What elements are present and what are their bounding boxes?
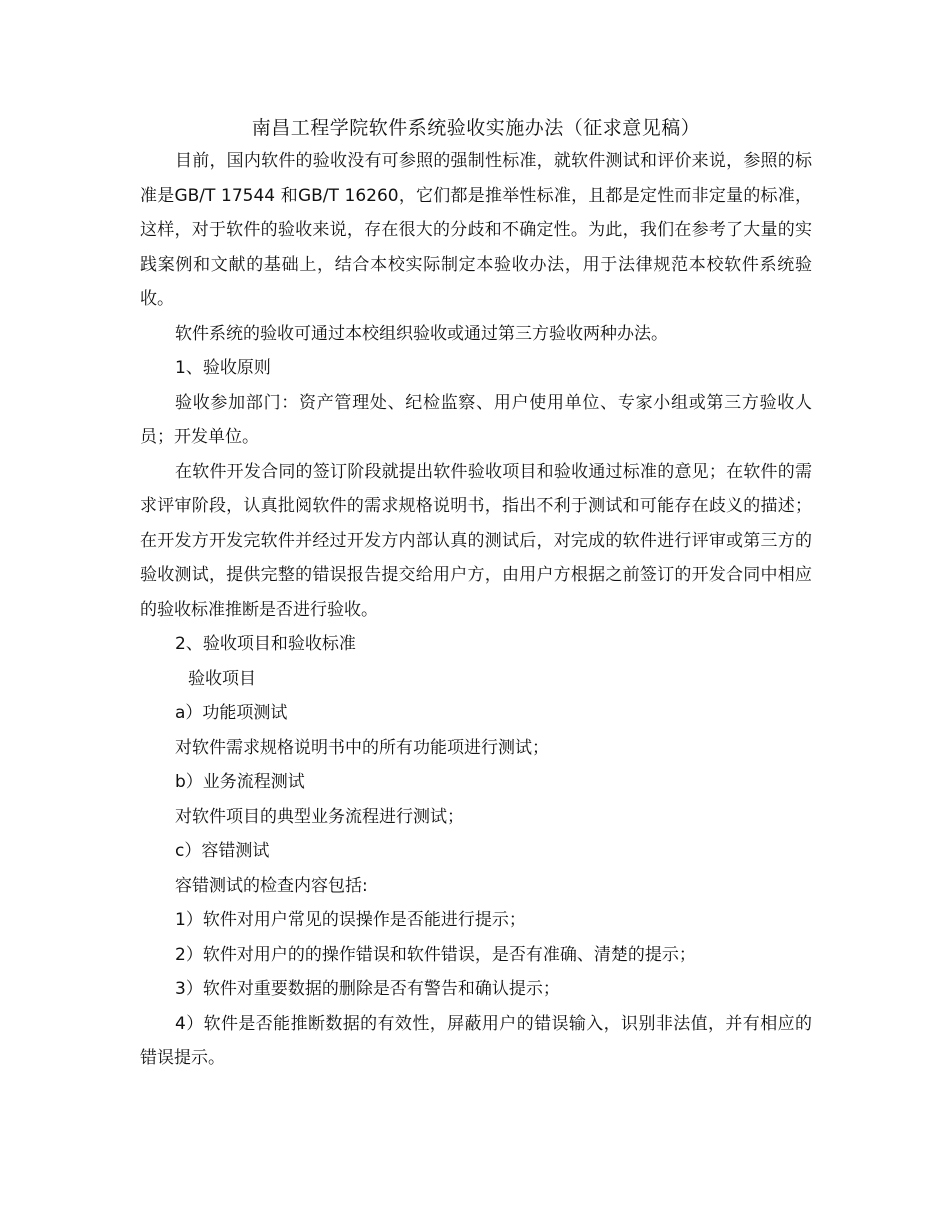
section-2-heading: 2、验收项目和验收标准 (175, 634, 356, 654)
item-c-description: 容错测试的检查内容包括: (175, 875, 368, 896)
item-a-title: a）功能项测试 (175, 703, 288, 723)
principle-paragraph: 在软件开发合同的签订阶段就提出软件验收项目和验收通过标准的意见；在软件的需求评审阶段，认真批阅软件的需求规格说明书，指出不利于测试和可能存在歧义的描述；在开发方开发完软件并经过开发方内部认真的测试后，对完成的软件进行评审或第三方的验收测试，提供完整的错误报告提交给用户方，由用户方根据之前签订的开发合同中相应的验收标准推断是否进行验收。 (140, 461, 812, 620)
intro-paragraph: 目前，国内软件的验收没有可参照的强制性标准，就软件测试和评价来说，参照的标准是GB/T 17544 和GB/T 16260，它们都是推举性标准，且都是定性而非定量的标准，这样，对于软件的验收来说，存在很大的分歧和不确定性。为此，我们在参考了大量的实践案例和文献的基础上，结合本校实际制定本验收办法，用于法律规范本校软件系统验收。 (140, 151, 812, 309)
methods-paragraph: 软件系统的验收可通过本校组织验收或通过第三方验收两种办法。 (175, 323, 668, 344)
item-b-title: b）业务流程测试 (175, 772, 305, 792)
participants-paragraph: 验收参加部门：资产管理处、纪检监察、用户使用单位、专家小组或第三方验收人员；开发单位。 (140, 392, 812, 447)
items-heading: 验收项目 (188, 668, 256, 689)
check-item-2: 2）软件对用户的的操作错误和软件错误，是否有准确、清楚的提示； (175, 944, 696, 965)
check-item-3: 3）软件对重要数据的删除是否有警告和确认提示； (175, 979, 560, 999)
check-item-1: 1）软件对用户常见的误操作是否能进行提示； (175, 910, 526, 930)
document-body (140, 112, 812, 1076)
item-c-title: c）容错测试 (175, 841, 270, 861)
item-a-description: 对软件需求规格说明书中的所有功能项进行测试； (175, 737, 549, 758)
document-title: 南昌工程学院软件系统验收实施办法（征求意见稿） (251, 117, 701, 139)
item-b-description: 对软件项目的典型业务流程进行测试； (175, 806, 464, 827)
check-item-4: 4）软件是否能推断数据的有效性，屏蔽用户的错误输入，识别非法值，并有相应的错误提示。 (140, 1013, 812, 1068)
section-1-heading: 1、验收原则 (175, 358, 271, 378)
